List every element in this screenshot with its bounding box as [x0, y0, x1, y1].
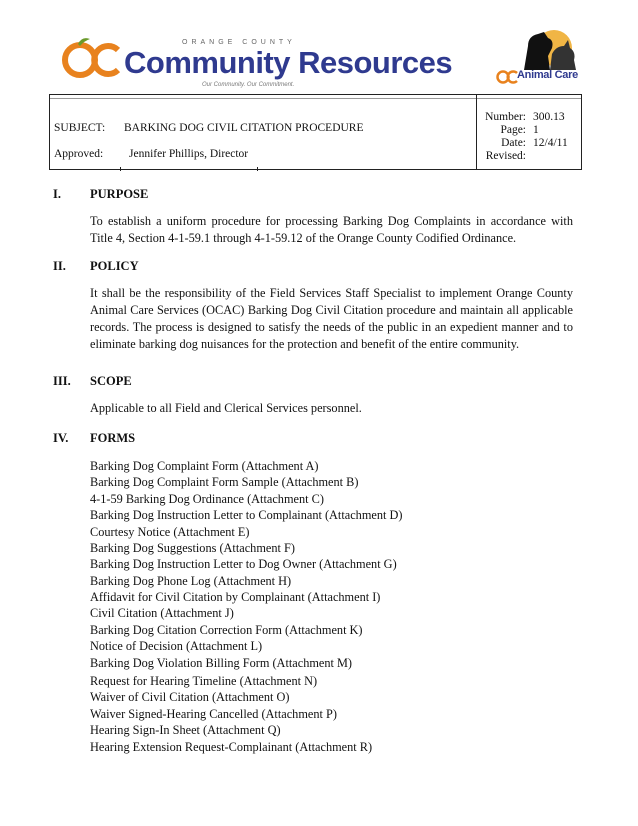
- section-title: SCOPE: [90, 374, 132, 388]
- number-value: 300.13: [533, 111, 565, 123]
- dog-cat-silhouette-icon: [494, 26, 594, 72]
- revised-label: Revised:: [485, 150, 526, 162]
- list-item: Waiver Signed-Hearing Cancelled (Attachment P): [90, 706, 337, 721]
- list-item: Civil Citation (Attachment J): [90, 606, 234, 621]
- subject-label: SUBJECT:: [54, 122, 106, 134]
- date-value: 12/4/11: [533, 137, 568, 149]
- section-numeral: II.: [53, 259, 66, 273]
- forms-list-group-3: [90, 673, 372, 755]
- list-item: 4-1-59 Barking Dog Ordinance (Attachment C): [90, 491, 324, 506]
- list-item: Hearing Sign-In Sheet (Attachment Q): [90, 723, 281, 738]
- logo-tagline: Our Community. Our Commitment.: [202, 82, 295, 88]
- date-label: Date:: [501, 137, 526, 149]
- list-item: Courtesy Notice (Attachment E): [90, 524, 250, 539]
- section-title: PURPOSE: [90, 187, 149, 201]
- animal-care-text: Animal Care: [517, 69, 578, 81]
- list-item: Request for Hearing Timeline (Attachment N): [90, 674, 318, 688]
- header-tick: [120, 167, 121, 171]
- list-item: Notice of Decision (Attachment L): [90, 639, 263, 654]
- list-item: Affidavit for Civil Citation by Complainant (Attachment I): [90, 590, 381, 604]
- oc-orange-logo-icon: [62, 36, 126, 78]
- list-item: Barking Dog Complaint Form (Attachment A): [90, 459, 319, 473]
- animal-care-logo: [494, 26, 594, 94]
- header-tick: [257, 167, 258, 171]
- list-item: Hearing Extension Request-Complainant (Attachment R): [90, 739, 373, 754]
- list-item: Barking Dog Instruction Letter to Complainant (Attachment D): [90, 508, 403, 523]
- list-item: Barking Dog Phone Log (Attachment H): [90, 573, 292, 588]
- page-label: Page:: [500, 124, 526, 136]
- number-label: Number:: [485, 111, 526, 123]
- forms-list-group-2: [90, 589, 380, 671]
- scope-paragraph: Applicable to all Field and Clerical Services personnel.: [90, 401, 362, 415]
- page-value: 1: [533, 124, 539, 136]
- approved-label: Approved:: [54, 148, 104, 160]
- subject-value: BARKING DOG CIVIL CITATION PROCEDURE: [124, 122, 364, 134]
- list-item: Barking Dog Complaint Form Sample (Attachment B): [90, 475, 359, 490]
- list-item: Waiver of Civil Citation (Attachment O): [90, 690, 290, 705]
- list-item: Barking Dog Instruction Letter to Dog Owner (Attachment G): [90, 557, 397, 572]
- section-title: POLICY: [90, 259, 139, 273]
- list-item: Barking Dog Citation Correction Form (Attachment K): [90, 622, 363, 637]
- section-numeral: III.: [53, 374, 71, 388]
- policy-header-box: [49, 94, 582, 170]
- list-item: Barking Dog Suggestions (Attachment F): [90, 540, 295, 555]
- forms-list-group-1: [90, 458, 402, 589]
- community-resources-logo: [62, 36, 462, 88]
- purpose-paragraph: To establish a uniform procedure for processing Barking Dog Complaints in accordance with Title 4, Section 4-1-59.1 through 4-1-59.12 of the Orange County Codified Ordinance.: [90, 214, 573, 245]
- section-title: FORMS: [90, 431, 136, 445]
- section-numeral: I.: [53, 187, 61, 201]
- policy-paragraph: It shall be the responsibility of the Field Services Staff Specialist to implement Orange County Animal Care Services (OCAC) Barking Dog Civil Citation procedure and maintain all applicable records. The process is designed to satisfy the needs of the public in an expedient manner and to eliminate barking dog nuisances for the protection and benefit of the entire community.: [90, 286, 573, 351]
- logo-county-text: ORANGE COUNTY: [182, 39, 296, 46]
- approved-value: Jennifer Phillips, Director: [129, 148, 249, 160]
- section-numeral: IV.: [53, 431, 69, 445]
- header-divider: [476, 95, 477, 169]
- list-item: Barking Dog Violation Billing Form (Attachment M): [90, 655, 353, 670]
- logo-org-name: Community Resources: [124, 45, 453, 80]
- header-top-rule: [50, 98, 581, 99]
